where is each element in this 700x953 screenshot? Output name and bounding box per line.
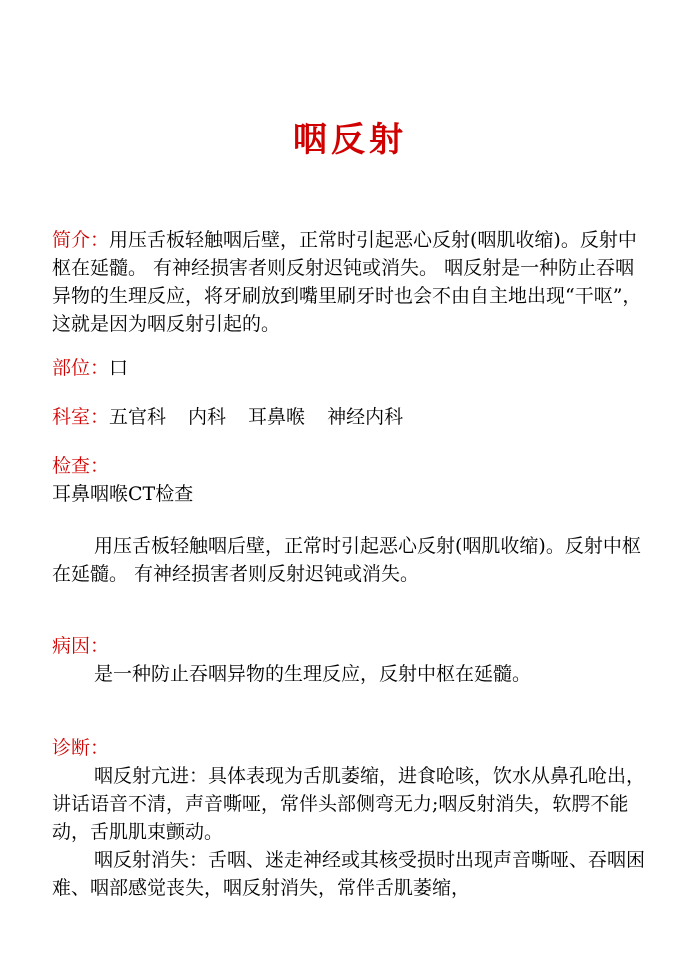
department-item: 内科 [188,406,227,428]
diagnosis-label: 诊断： [52,737,110,759]
intro-section [52,226,652,338]
location-value: 口 [109,357,129,379]
diagnosis-paragraph-2: 咽反射消失：舌咽、迷走神经或其核受损时出现声音嘶哑、吞咽困难、咽部感觉丧失，咽反射消失，常伴舌肌萎缩， [52,849,646,899]
department-label: 科室： [52,406,110,428]
diagnosis-section [52,734,652,902]
cause-section [52,632,652,688]
page-title: 咽反射 [293,120,407,160]
cause-text: 是一种防止吞咽异物的生理反应，反射中枢在延髓。 [94,663,532,685]
exam-section [52,452,652,508]
department-item: 耳鼻喉 [248,406,306,428]
department-section [52,403,652,431]
exam-description: 用压舌板轻触咽后壁，正常时引起恶心反射(咽肌收缩)。反射中枢在延髓。 有神经损害者则反射迟钝或消失。 [52,535,641,585]
intro-text: 用压舌板轻触咽后壁，正常时引起恶心反射(咽肌收缩)。反射中枢在延髓。 有神经损害者则反射迟钝或消失。 咽反射是一种防止吞咽异物的生理反应，将牙刷放到嘴里刷牙时也会不由自主地出现“干呕”，这就是因为咽反射引起的。 [52,229,642,335]
department-item: 五官科 [109,406,167,428]
exam-item: 耳鼻咽喉CT检查 [52,483,194,505]
diagnosis-paragraph-1: 咽反射亢进：具体表现为舌肌萎缩，进食呛咳，饮水从鼻孔呛出，讲话语音不清，声音嘶哑，常伴头部侧弯无力;咽反射消失，软腭不能动，舌肌肌束颤动。 [52,765,646,843]
exam-label: 检查： [52,455,110,477]
department-item: 神经内科 [327,406,404,428]
location-section [52,354,652,382]
location-label: 部位： [52,357,110,379]
cause-label: 病因： [52,635,110,657]
intro-label: 简介： [52,229,110,251]
